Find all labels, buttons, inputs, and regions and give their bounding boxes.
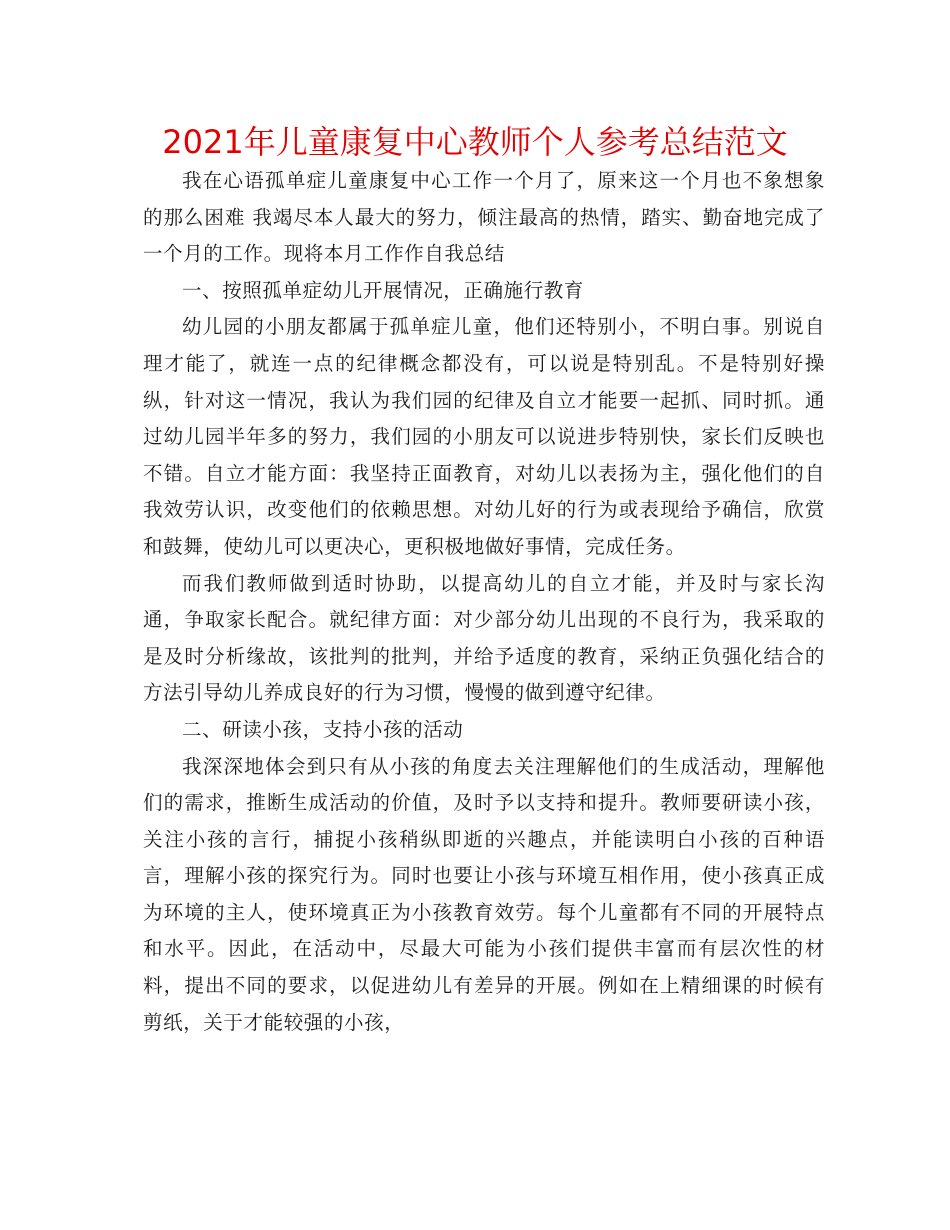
paragraph-section2-a: 我深深地体会到只有从小孩的角度去关注理解他们的生成活动，理解他们的需求，推断生成活动的价值，及时予以支持和提升。教师要研读小孩，关注小孩的言行，捕捉小孩稍纵即逝的兴趣点，并能读明白小孩的百种语言，理解小孩的探究行为。同时也要让小孩与环境互相作用，使小孩真正成为环境的主人，使环境真正为小孩教育效劳。每个儿童都有不同的开展特点和水平。因此，在活动中，尽最大可能为小孩们提供丰富而有层次性的材料，提出不同的要求，以促进幼儿有差异的开展。例如在上精细课的时候有剪纸，关于才能较强的小孩， <box>143 754 825 1034</box>
paragraph-intro: 我在心语孤单症儿童康复中心工作一个月了，原来这一个月也不象想象的那么困难 我竭尽本人最大的努力，倾注最高的热情，踏实、勤奋地完成了一个月的工作。现将本月工作作自我总结 <box>143 169 825 266</box>
paragraph-section1-a: 幼儿园的小朋友都属于孤单症儿童，他们还特别小，不明白事。别说自理才能了，就连一点的纪律概念都没有，可以说是特别乱。不是特别好操纵，针对这一情况，我认为我们园的纪律及自立才能要一起抓、同时抓。通过幼儿园半年多的努力，我们园的小朋友可以说进步特别快，家长们反映也不错。自立才能方面：我坚持正面教育，对幼儿以表扬为主，强化他们的自我效劳认识，改变他们的依赖思想。对幼儿好的行为或表现给予确信，欣赏和鼓舞，使幼儿可以更决心，更积极地做好事情，完成任务。 <box>143 315 825 558</box>
paragraph-section1-b: 而我们教师做到适时协助，以提高幼儿的自立才能，并及时与家长沟通，争取家长配合。就纪律方面：对少部分幼儿出现的不良行为，我采取的是及时分析缘故，该批判的批判，并给予适度的教育，采纳正负强化结合的方法引导幼儿养成良好的行为习惯，慢慢的做到遵守纪律。 <box>143 571 825 705</box>
section-heading-2: 二、研读小孩，支持小孩的活动 <box>182 717 464 741</box>
document-title: 2021年儿童康复中心教师个人参考总结范文 <box>162 123 788 161</box>
section-heading-1: 一、按照孤单症幼儿开展情况，正确施行教育 <box>182 278 585 302</box>
document-body <box>143 163 825 1041</box>
